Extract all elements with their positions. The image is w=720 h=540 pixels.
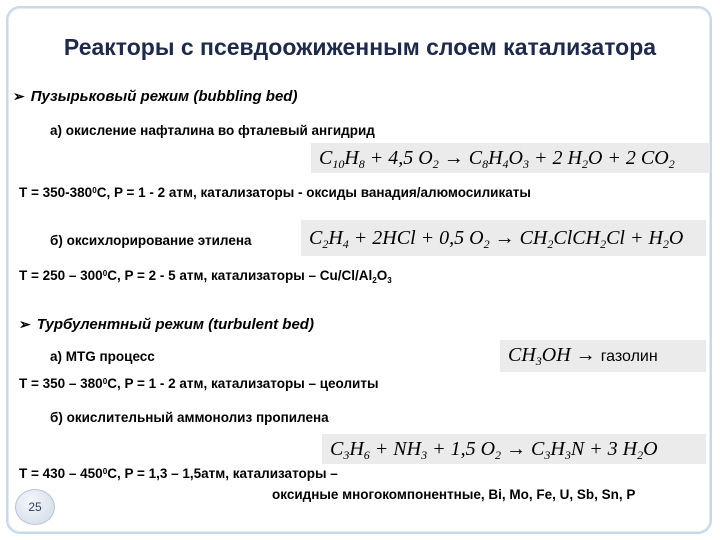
formula-naphthalene: $C_{10}H_8 + 4,5$ $O_2 \to C_8H_4O_3 + 2$ $H_2O + 2$ $CO_2$ <box>311 143 709 173</box>
conditions-propylene-line2: оксидные многокомпонентные, Bi, Mo, Fe, U, Sb, Sn, P <box>272 487 636 502</box>
arrowhead-bullet-icon: ➢ <box>13 88 25 104</box>
section-bubbling-heading <box>13 88 297 105</box>
conditions-propylene-line1: $T = 430 - 450^0C$, P = 1,3 – 1,5атм, катализаторы – <box>19 466 338 481</box>
slide-title: Реакторы с псевдоожиженным слоем катализатора <box>63 34 657 60</box>
item-naphthalene-oxidation: а) окисление нафталина во фталевый ангидрид <box>50 123 375 138</box>
section-turbulent-heading <box>19 316 314 333</box>
formula-ethylene: $C_2H_4 + 2HCl + 0,5$ $O_2$ → $CH_2ClCH_2Cl + H_2O$ <box>301 220 706 256</box>
arrowhead-bullet-icon: ➢ <box>19 316 31 332</box>
page-number-badge: 25 <box>15 489 55 525</box>
section-bubbling-heading-text: Пузырьковый режим (bubbling bed) <box>30 88 298 105</box>
formula-mtg: $CH_3OH$ → газолин <box>500 340 706 372</box>
item-propylene-ammoxidation: б) окислительный аммонолиз пропилена <box>50 410 329 425</box>
item-mtg-process: а) MTG процесс <box>50 349 155 364</box>
section-turbulent-heading-text: Турбулентный режим (turbulent bed) <box>36 316 314 333</box>
conditions-ethylene: $T = 250 - 300^0C$, P = 2 - 5 атм, катализаторы – $Cu/Cl/Al_2O_3$ <box>19 268 392 285</box>
formula-propylene: $C_3H_6 + NH_3 + 1,5$ $O_2 \to C_3H_3N + 3$ $H_2O$ <box>322 434 706 464</box>
item-ethylene-oxychlorination: б) оксихлорирование этилена <box>50 233 252 248</box>
conditions-mtg: $T = 350 - 380^0C$, P = 1 - 2 атм, катализаторы – цеолиты <box>19 376 379 391</box>
conditions-naphthalene: $T = 350-380^0C$, P = 1 - 2 атм, катализаторы - оксиды ванадия/алюмосиликаты <box>19 185 531 200</box>
